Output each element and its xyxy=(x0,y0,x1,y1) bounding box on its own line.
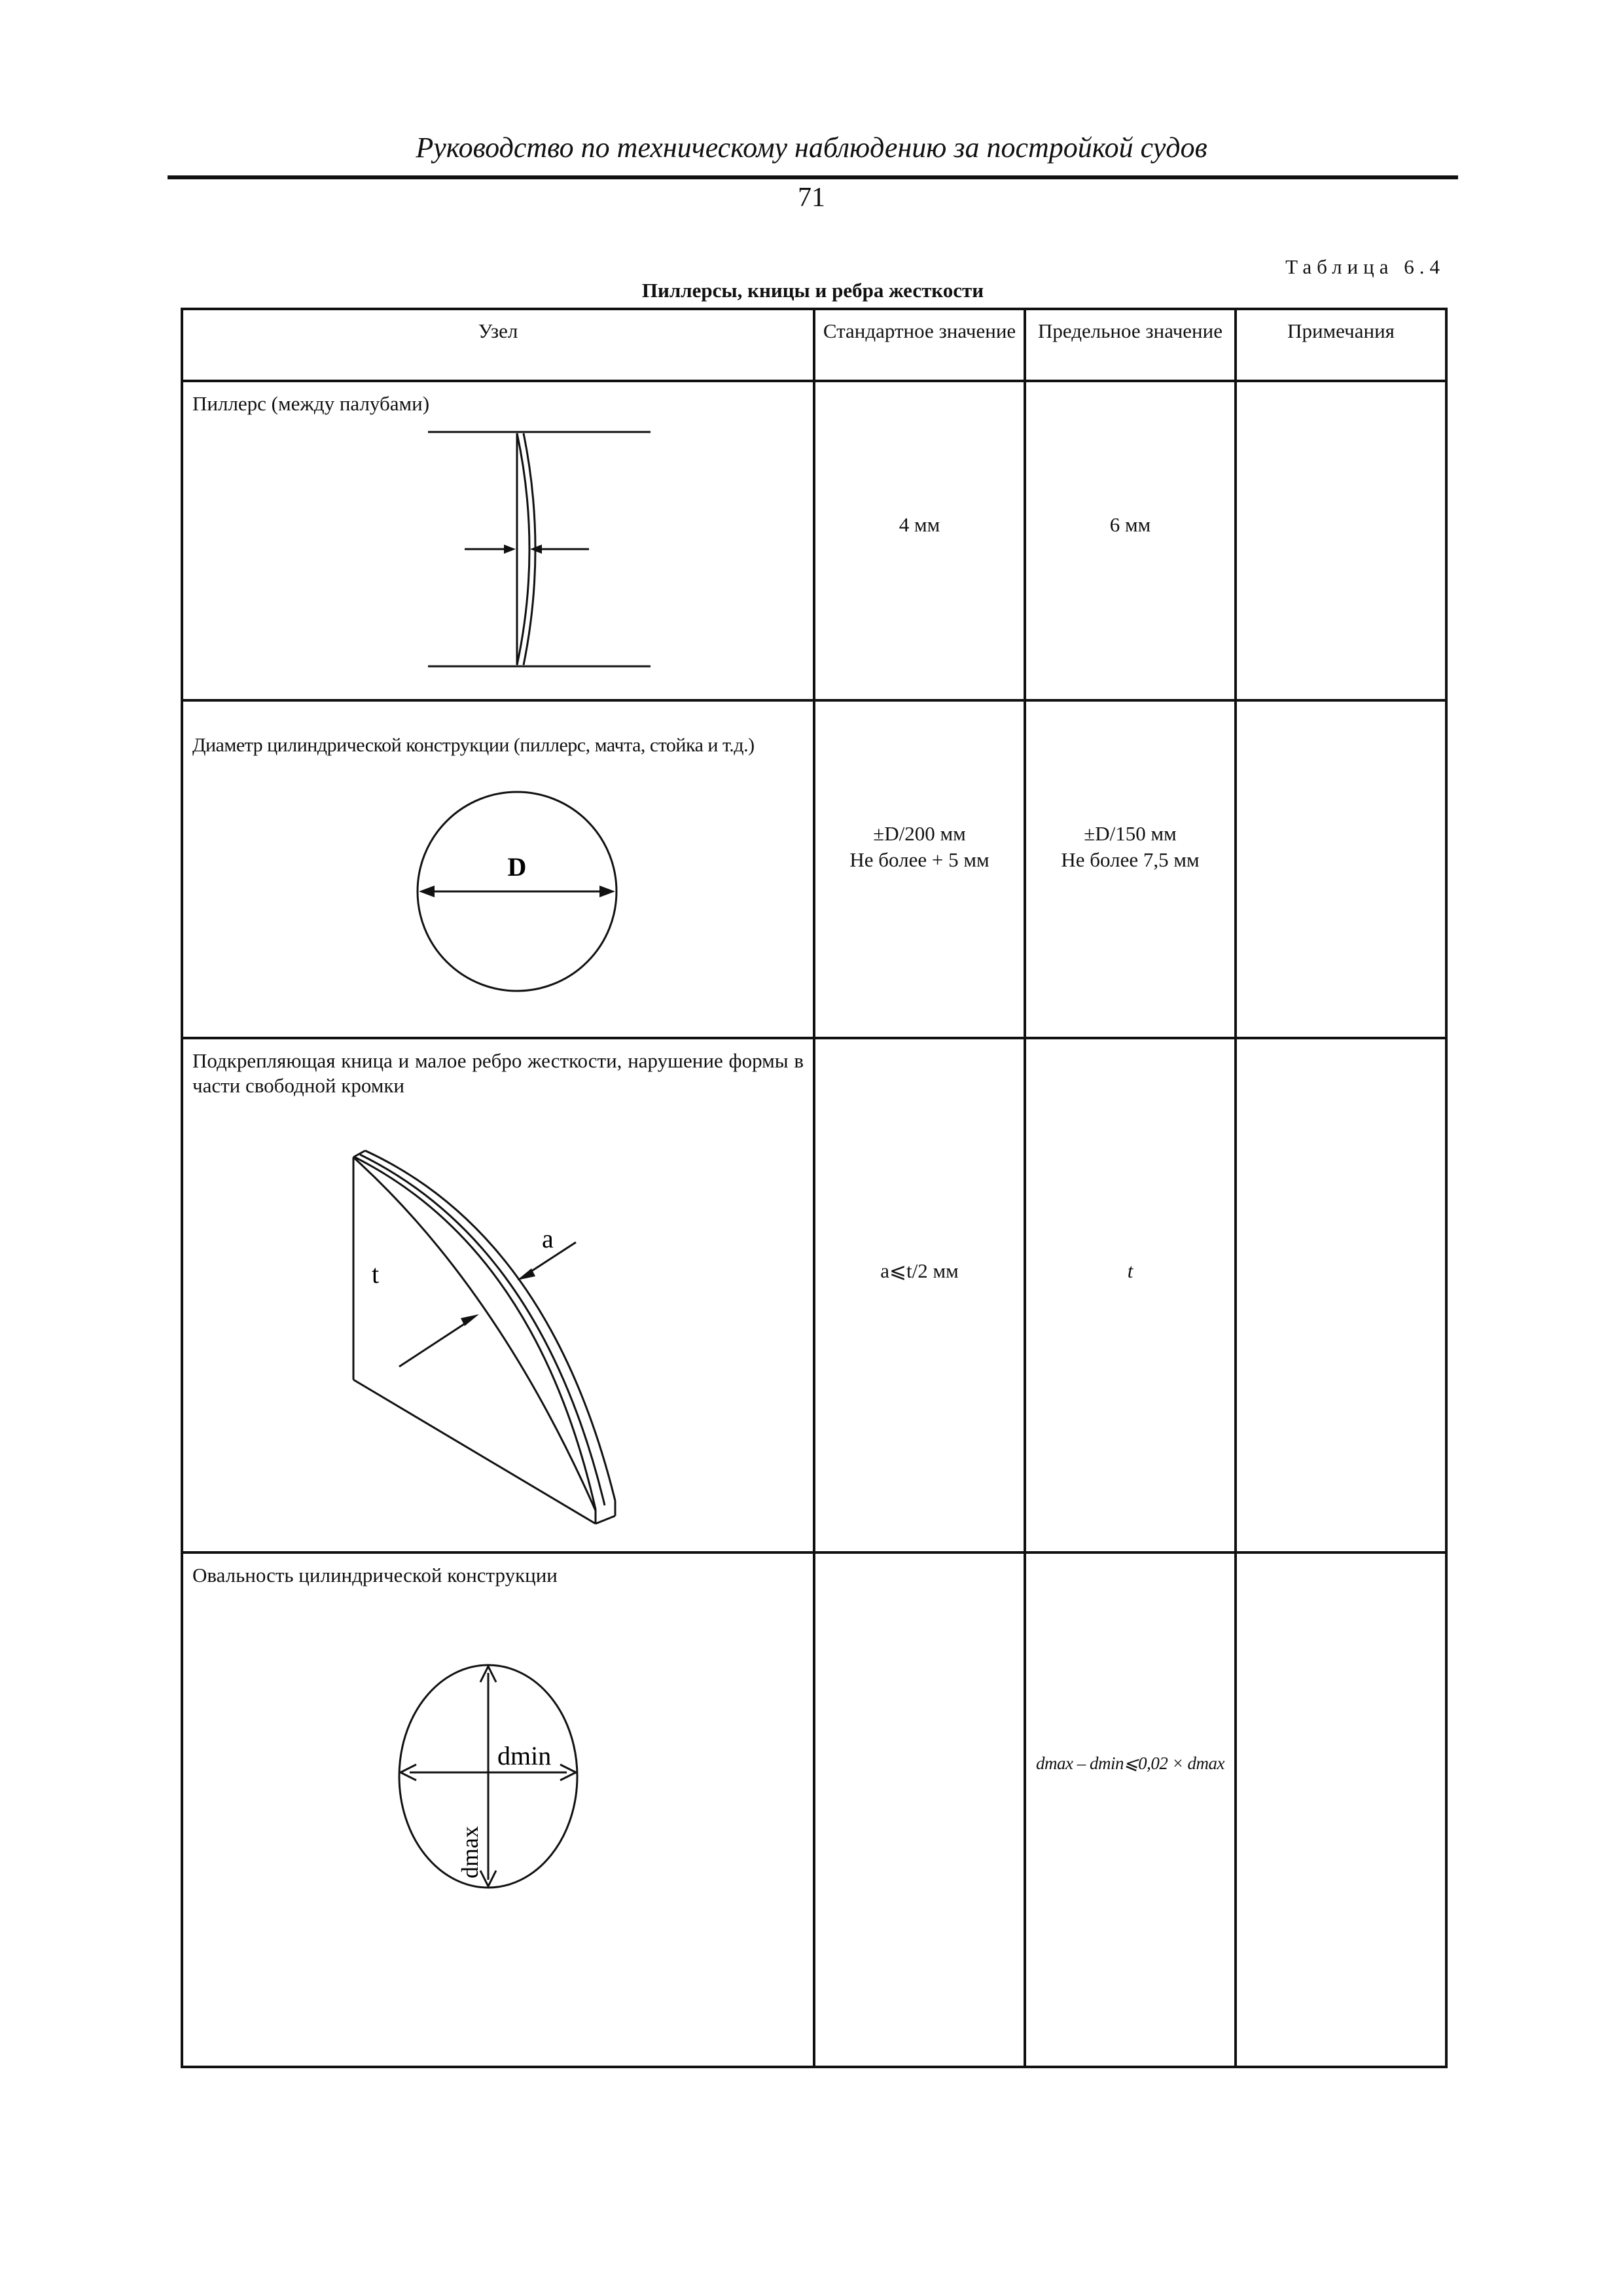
cylinder-diameter-figure xyxy=(183,702,815,1039)
node-description: Диаметр цилиндрической конструкции (пиллерс, мачта, стойка и т.д.) xyxy=(192,734,755,756)
header-rule xyxy=(168,175,1458,179)
table-row xyxy=(182,381,1446,700)
node-description: Подкрепляющая кница и малое ребро жесткости, нарушение формы в части свободной кромки xyxy=(192,1049,804,1097)
standard-value-cell xyxy=(814,381,1025,700)
diameter-label: D xyxy=(507,852,527,882)
standard-value: 4 мм xyxy=(899,513,940,536)
standard-value-line1: ±D/200 мм xyxy=(873,822,966,845)
standard-value xyxy=(815,821,1024,847)
table-row xyxy=(182,1552,1446,2067)
thickness-label-t: t xyxy=(372,1259,380,1289)
standard-value-cell xyxy=(814,1552,1025,2067)
node-cell xyxy=(182,1552,814,2067)
col-header-node: Узел xyxy=(182,309,814,381)
limit-value: 6 мм xyxy=(1109,513,1151,536)
page-number: 71 xyxy=(798,183,825,213)
col-header-limit: Предельное значение xyxy=(1025,309,1236,381)
node-cell xyxy=(182,1038,814,1552)
dmin-label: dmin xyxy=(497,1741,552,1770)
col-header-standard: Стандартное значение xyxy=(814,309,1025,381)
tolerance-table xyxy=(181,308,1448,2068)
limit-value-cell xyxy=(1025,381,1236,700)
ovality-figure xyxy=(183,1554,815,2068)
dmax-label: dmax xyxy=(457,1826,483,1878)
table-title: Пиллерсы, кницы и ребра жесткости xyxy=(641,279,984,302)
limit-value-cell xyxy=(1025,700,1236,1038)
standard-value-line2: Не более + 5 мм xyxy=(849,848,990,871)
limit-value-cell xyxy=(1025,1038,1236,1552)
node-cell xyxy=(182,700,814,1038)
running-header: Руководство по техническому наблюдению за постройкой судов xyxy=(416,132,1207,164)
col-header-notes: Примечания xyxy=(1236,309,1446,381)
table-row xyxy=(182,1038,1446,1552)
standard-value-cell xyxy=(814,700,1025,1038)
standard-value-cell xyxy=(814,1038,1025,1552)
limit-value-line2: Не более 7,5 мм xyxy=(1061,848,1200,871)
table-header-row xyxy=(182,309,1446,381)
limit-value: t xyxy=(1127,1259,1133,1282)
notes-cell xyxy=(1236,381,1446,700)
limit-value: dmax – dmin⩽0,02 × dmax xyxy=(1035,1753,1225,1773)
node-cell xyxy=(182,381,814,700)
deviation-label-a: a xyxy=(542,1224,554,1253)
pillar-deflection-figure xyxy=(183,382,815,702)
notes-cell xyxy=(1236,700,1446,1038)
node-description: Овальность цилиндрической конструкции xyxy=(192,1564,558,1587)
notes-cell xyxy=(1236,1552,1446,2067)
node-description: Пиллерс (между палубами) xyxy=(192,392,430,415)
standard-value: a⩽t/2 мм xyxy=(880,1259,959,1282)
table-label: Таблица 6.4 xyxy=(1285,255,1445,278)
limit-value-cell xyxy=(1025,1552,1236,2067)
table-row xyxy=(182,700,1446,1038)
bracket-edge-figure xyxy=(183,1039,815,1554)
limit-value-line1: ±D/150 мм xyxy=(1084,822,1177,845)
notes-cell xyxy=(1236,1038,1446,1552)
